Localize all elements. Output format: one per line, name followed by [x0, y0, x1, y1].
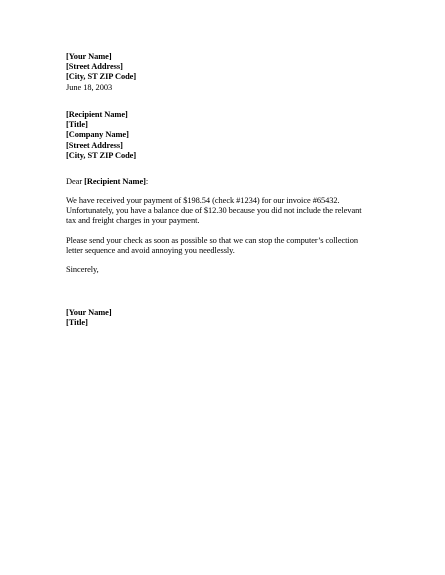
body-paragraph-1	[66, 196, 362, 227]
recipient-address-block	[66, 110, 136, 161]
letter-date: June 18, 2003	[66, 82, 113, 92]
signature-block	[66, 308, 112, 328]
recipient-company: [Company Name]	[66, 130, 129, 140]
salutation-prefix: Dear	[66, 177, 85, 186]
body-line: letter sequence and avoid annoying you needlessly.	[66, 246, 235, 256]
sender-city: [City, ST ZIP Code]	[66, 72, 137, 82]
salutation-suffix: :	[145, 177, 149, 186]
closing	[66, 265, 99, 275]
signature-name: [Your Name]	[66, 308, 112, 317]
body-line: tax and freight charges in your payment.	[66, 216, 200, 226]
sender-name: [Your Name]	[66, 52, 112, 61]
closing-text: Sincerely,	[66, 265, 99, 274]
body-line: We have received your payment of $198.54 (check #1234) for our invoice #65432.	[66, 196, 340, 205]
body-paragraph-2	[66, 236, 358, 256]
sender-street: [Street Address]	[66, 62, 123, 72]
recipient-name: [Recipient Name]	[66, 110, 128, 119]
recipient-title: [Title]	[66, 120, 88, 130]
recipient-street: [Street Address]	[66, 140, 123, 150]
recipient-city: [City, ST ZIP Code]	[66, 150, 137, 160]
body-line: Unfortunately, you have a balance due of $12.30 because you did not include the relevant	[66, 206, 362, 216]
salutation-name: [Recipient Name]	[84, 177, 146, 186]
signature-title: [Title]	[66, 318, 88, 328]
sender-address-block	[66, 52, 136, 93]
salutation	[66, 177, 148, 187]
body-line: Please send your check as soon as possible so that we can stop the computer’s collection	[66, 236, 358, 245]
